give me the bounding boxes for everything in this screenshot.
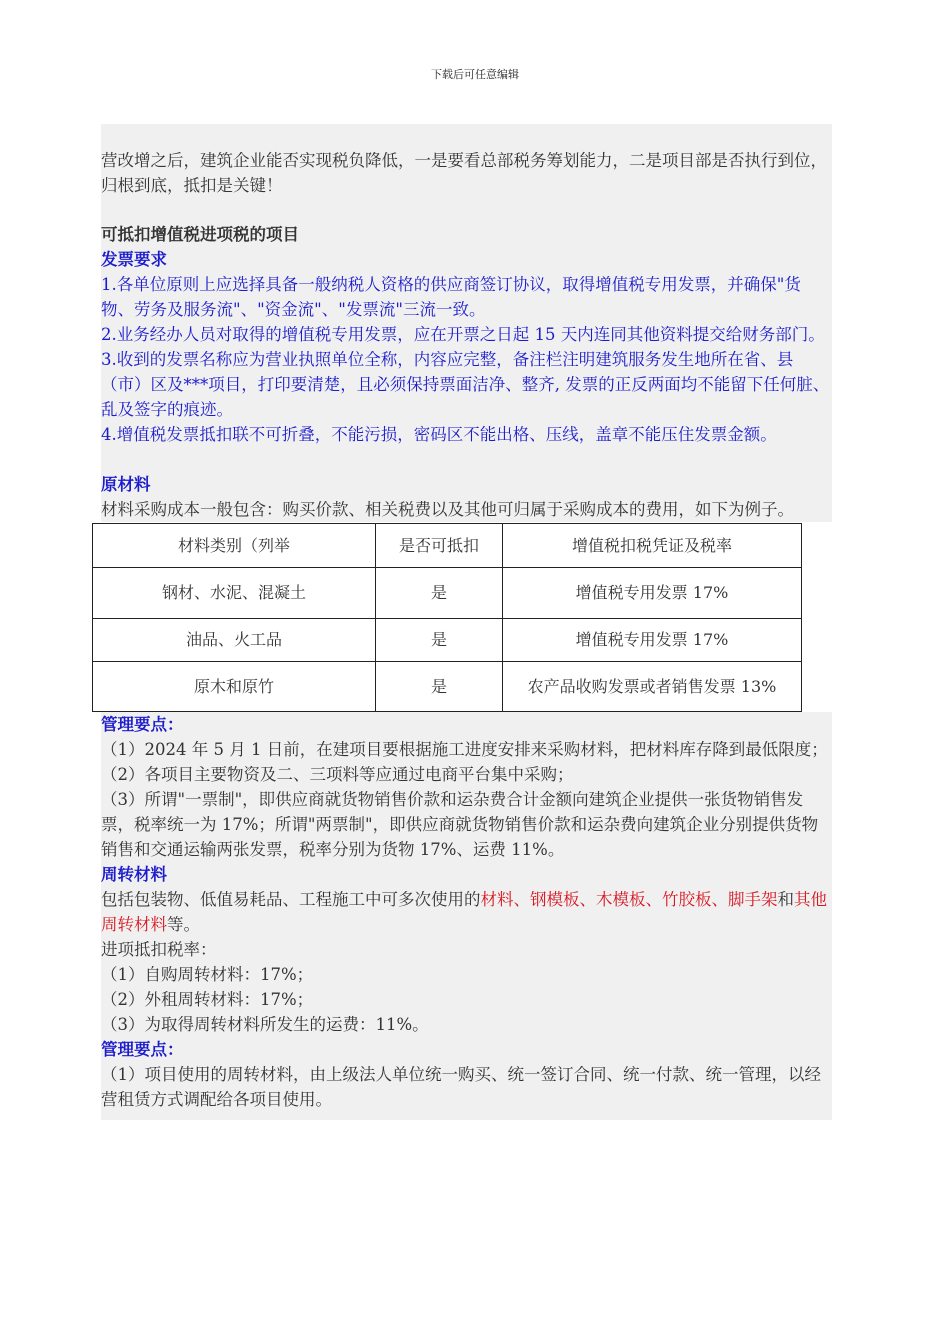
table-header-row <box>93 524 802 568</box>
table-cell: 是 <box>376 568 503 619</box>
invoice-item-2: 2.业务经办人员对取得的增值税专用发票，应在开票之日起 15 天内连同其他资料提交给财务部门。 <box>101 322 832 347</box>
table-cell: 增值税专用发票 17% <box>503 568 802 619</box>
invoice-item-4: 4.增值税发票抵扣联不可折叠，不能污损，密码区不能出格、压线，盖章不能压住发票金额。 <box>101 422 832 447</box>
turnover-highlight: 材料、钢模板、木模板、竹胶板、脚手架 <box>480 890 778 909</box>
table-header-cell: 是否可抵扣 <box>376 524 503 568</box>
turnover-rate-title: 进项抵扣税率： <box>101 937 832 962</box>
turnover-desc-text: 和 <box>777 890 794 909</box>
table-header-cell: 材料类别（列举 <box>93 524 376 568</box>
table-header-cell: 增值税扣税凭证及税率 <box>503 524 802 568</box>
turnover-desc-text: 包括包装物、低值易耗品、工程施工中可多次使用的 <box>101 890 481 909</box>
invoice-item-1: 1.各单位原则上应选择具备一般纳税人资格的供应商签订协议，取得增值税专用发票，并确保"货物、劳务及服务流"、"资金流"、"发票流"三流一致。 <box>101 272 832 322</box>
table-cell: 钢材、水泥、混凝土 <box>93 568 376 619</box>
material-table <box>92 523 802 712</box>
table-cell: 是 <box>376 619 503 662</box>
raw-material-title: 原材料 <box>101 472 832 497</box>
raw-mgmt-item-2: （2）各项目主要物资及二、三项料等应通过电商平台集中采购； <box>101 762 832 787</box>
document-body <box>101 124 832 1120</box>
invoice-title: 发票要求 <box>101 247 832 272</box>
section-title: 可抵扣增值税进项税的项目 <box>101 222 832 247</box>
blank-band <box>101 447 832 472</box>
raw-material-desc: 材料采购成本一般包含：购买价款、相关税费以及其他可归属于采购成本的费用，如下为例子。 <box>101 497 832 522</box>
blank-band <box>101 1112 832 1120</box>
turnover-rate-2: （2）外租周转材料：17%； <box>101 987 832 1012</box>
turnover-mgmt-item-1: （1）项目使用的周转材料，由上级法人单位统一购买、统一签订合同、统一付款、统一管理，以经营租赁方式调配给各项目使用。 <box>101 1062 832 1112</box>
raw-mgmt-item-3: （3）所谓"一票制"，即供应商就货物销售价款和运杂费合计金额向建筑企业提供一张货物销售发票，税率统一为 17%；所谓"两票制"，即供应商就货物销售价款和运杂费向建筑企业分别提供货物销售和交通运输两张发票，税率分别为货物 17%、运费 11%。 <box>101 787 832 862</box>
intro-paragraph: 营改增之后，建筑企业能否实现税负降低，一是要看总部税务筹划能力，二是项目部是否执行到位，归根到底，抵扣是关键！ <box>101 148 832 198</box>
raw-mgmt-item-1: （1）2024 年 5 月 1 日前，在建项目要根据施工进度安排来采购材料，把材料库存降到最低限度； <box>101 737 832 762</box>
raw-mgmt-title: 管理要点： <box>101 712 832 737</box>
turnover-rate-1: （1）自购周转材料：17%； <box>101 962 832 987</box>
table-cell: 原木和原竹 <box>93 662 376 712</box>
table-cell: 油品、火工品 <box>93 619 376 662</box>
table-cell: 是 <box>376 662 503 712</box>
page-header: 下载后可任意编辑 <box>431 68 519 81</box>
table-row <box>93 662 802 712</box>
blank-band <box>101 198 832 222</box>
table-cell: 农产品收购发票或者销售发票 13% <box>503 662 802 712</box>
turnover-desc <box>101 887 832 937</box>
invoice-item-3: 3.收到的发票名称应为营业执照单位全称，内容应完整，备注栏注明建筑服务发生地所在省、县（市）区及***项目，打印要清楚，且必须保持票面洁净、整齐, 发票的正反两面均不能留下任何脏、乱及签字的痕迹。 <box>101 347 832 422</box>
turnover-rate-3: （3）为取得周转材料所发生的运费：11%。 <box>101 1012 832 1037</box>
table-cell: 增值税专用发票 17% <box>503 619 802 662</box>
blank-band <box>101 124 832 148</box>
table-row <box>93 619 802 662</box>
table-row <box>93 568 802 619</box>
turnover-mgmt-title: 管理要点： <box>101 1037 832 1062</box>
turnover-title: 周转材料 <box>101 862 832 887</box>
turnover-desc-text: 等。 <box>167 915 200 934</box>
turnover-highlight: 其他周转材料 <box>101 890 827 934</box>
